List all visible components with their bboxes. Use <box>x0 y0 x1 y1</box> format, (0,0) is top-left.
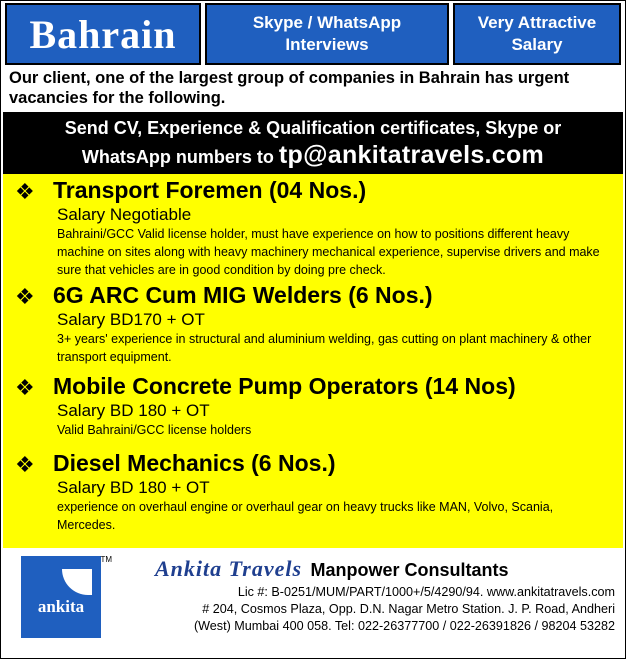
logo-text: ankita <box>37 597 85 616</box>
logo-corner-shape <box>62 569 92 595</box>
job-salary: Salary Negotiable <box>57 205 192 224</box>
interviews-line2: Interviews <box>285 35 369 54</box>
job-item <box>3 372 623 439</box>
send-cv-banner <box>3 112 623 174</box>
job-salary: Salary BD 180 + OT <box>57 401 210 420</box>
address-line2: # 204, Cosmos Plaza, Opp. D.N. Nagar Metro Station. J. P. Road, Andheri <box>202 602 615 616</box>
job-item <box>3 449 623 534</box>
company-address <box>194 584 615 635</box>
job-list <box>3 174 623 548</box>
send-line2 <box>9 142 617 171</box>
interviews-line1: Skype / WhatsApp <box>252 13 402 32</box>
ankita-logo <box>21 555 112 638</box>
company-name: Ankita Travels <box>155 556 303 581</box>
job-title: Diesel Mechanics (6 Nos.) <box>53 450 336 476</box>
address-line1: Lic #: B-0251/MUM/PART/1000+/5/4290/94. www.ankitatravels.com <box>237 585 615 599</box>
job-salary: Salary BD 180 + OT <box>57 478 210 497</box>
diamond-bullet-icon: ❖ <box>15 284 35 309</box>
job-title: Transport Foremen (04 Nos.) <box>53 177 367 203</box>
header <box>1 1 625 65</box>
salary-line1: Very Attractive <box>477 13 597 32</box>
job-description: experience on overhaul engine or overhaul gear on heavy trucks like MAN, Volvo, Scania, Mercedes. <box>57 500 554 532</box>
company-heading <box>155 556 509 582</box>
job-description: 3+ years' experience in structural and aluminium welding, gas cutting on plant machinery & other transport equipment. <box>57 332 592 364</box>
job-item <box>3 281 623 366</box>
job-title: 6G ARC Cum MIG Welders (6 Nos.) <box>53 282 433 308</box>
send-line2-prefix: WhatsApp numbers to <box>81 147 279 167</box>
country-title: Bahrain <box>29 11 177 57</box>
salary-box <box>453 3 621 65</box>
salary-line2: Salary <box>511 35 563 54</box>
country-title-box <box>5 3 201 65</box>
send-line1: Send CV, Experience & Qualification certificates, Skype or <box>64 118 562 138</box>
trademark-mark: TM <box>100 555 112 564</box>
intro-text: Our client, one of the largest group of companies in Bahrain has urgent vacancies for the following. <box>9 69 570 107</box>
diamond-bullet-icon: ❖ <box>15 375 35 400</box>
job-item <box>3 176 623 279</box>
diamond-bullet-icon: ❖ <box>15 452 35 477</box>
job-salary: Salary BD170 + OT <box>57 310 205 329</box>
job-title: Mobile Concrete Pump Operators (14 Nos) <box>53 373 516 399</box>
job-description: Valid Bahraini/GCC license holders <box>57 423 252 437</box>
footer <box>1 548 625 644</box>
diamond-bullet-icon: ❖ <box>15 179 35 204</box>
address-line3: (West) Mumbai 400 058. Tel: 022-26377700 / 022-26391826 / 98204 53282 <box>193 619 615 633</box>
job-description: Bahraini/GCC Valid license holder, must have experience on how to positions different heavy machine on sites along with heavy machinery mechanical experience, supervise drivers and make sure that vehicles are in good condition by doing pre check. <box>57 227 600 277</box>
company-tagline: Manpower Consultants <box>310 560 509 580</box>
contact-email[interactable]: tp@ankitatravels.com <box>278 141 545 169</box>
interviews-box <box>205 3 449 65</box>
